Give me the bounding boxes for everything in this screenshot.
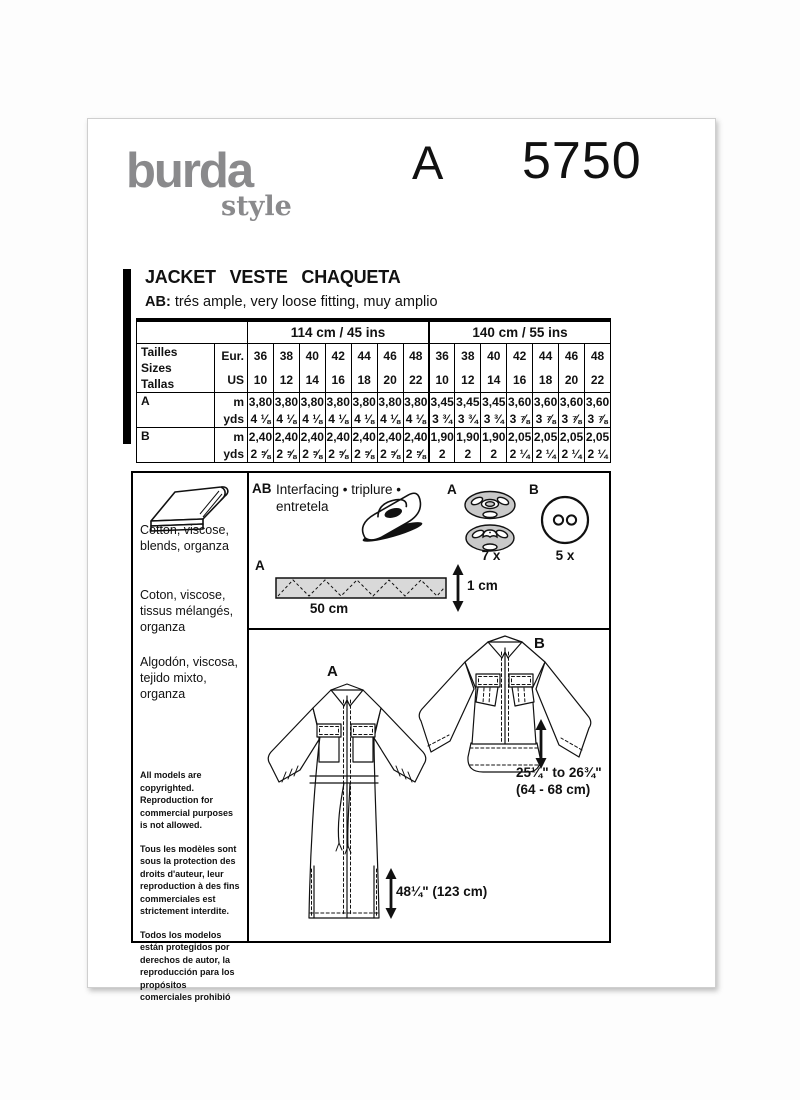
yardage-cell: 3,80 [326,394,350,409]
yardage-cell: 3,80 [352,394,376,409]
yardage-cell: 3,45 [430,394,454,409]
snap-fastener-icon [463,490,517,554]
yardage-cell: 2 ⅝ [273,445,299,463]
jacket-b-length-cm: (64 - 68 cm) [516,782,591,797]
fabric-width-114: 114 cm / 45 ins [248,320,429,344]
fabric-width-140: 140 cm / 55 ins [429,320,611,344]
view-b-row-label: B [137,428,215,463]
copyright-notice [140,769,241,1015]
yardage-cell: 2 ⅝ [351,445,377,463]
sizes-label-cell [137,344,215,393]
interfacing-line-2: entretela [276,499,329,514]
size-cell: 48 [584,344,610,369]
yardage-cell: 2,05 [585,429,610,444]
yardage-cell: 2 [481,445,507,463]
yardage-cell: 3,80 [274,394,299,409]
size-cell: 42 [507,344,533,369]
empty-cell [137,320,248,344]
yardage-cell: 2,40 [248,429,273,444]
yardage-cell: 3,60 [559,394,584,409]
jacket-b-length-in: 25¼" to 26¾" [516,765,602,780]
yardage-cell: 2 [429,445,455,463]
unit-yds: yds [215,410,248,428]
interfacing-strip [275,577,447,599]
yardage-cell: 2,40 [352,429,376,444]
size-cell: 38 [455,344,481,369]
copyright-es: Todos los modelos están protegidos por derechos de autor, la reproducción para los propósitos comerciales prohibió [140,929,235,1002]
yardage-cell: 2 ¼ [584,445,610,463]
size-cell: 42 [325,344,351,369]
size-cell: 12 [455,368,481,393]
yardage-cell: 1,90 [456,429,480,444]
yardage-cell: 3 ¾ [429,410,455,428]
size-cell: 22 [584,368,610,393]
snap-count: 7 x [481,548,501,563]
yardage-cell: 3 ¾ [455,410,481,428]
yardage-cell: 2,40 [378,429,402,444]
view-a-meters-row [137,393,611,411]
fabric-width-row [137,320,611,344]
yardage-cell: 2,40 [326,429,350,444]
coat-a-length: 48¼" (123 cm) [396,884,488,899]
coat-a-length-arrow [386,868,397,919]
size-cell: 12 [273,368,299,393]
drawing-b-label: B [534,635,545,652]
yardage-cell: 4 ⅛ [273,410,299,428]
pattern-number: 5750 [522,132,642,190]
size-cell: 48 [403,344,429,369]
yardage-cell: 2 ¼ [559,445,585,463]
yardage-table [136,318,611,463]
yardage-cell: 2 [455,445,481,463]
yardage-cell: 1,90 [430,429,454,444]
yardage-cell: 4 ⅛ [299,410,325,428]
yardage-cell: 3,60 [585,394,610,409]
yardage-cell: 3,60 [533,394,558,409]
strip-width-arrow [451,564,465,612]
iron-icon [353,485,427,547]
size-cell: 44 [351,344,377,369]
interfacing-views-label: AB [252,481,272,496]
size-cell: 38 [273,344,299,369]
size-cell: 16 [325,368,351,393]
yardage-cell: 2 ¼ [507,445,533,463]
snap-view-label: A [447,482,457,497]
yardage-cell: 3,45 [482,394,506,409]
unit-m: m [215,393,248,411]
yardage-cell: 3,45 [456,394,480,409]
yardage-cell: 2,05 [508,429,532,444]
sizes-label-2: Tallas [141,377,175,391]
copyright-fr: Tous les modèles sont sous la protection des droits d'auteur, leur reproduction à des fins commerciales est strictement interdite. [140,843,240,916]
yardage-table-wrap [136,318,611,463]
yardage-cell: 3,80 [378,394,402,409]
yardage-cell: 4 ⅛ [351,410,377,428]
yardage-cell: 2 ⅝ [248,445,274,463]
yardage-cell: 2,40 [274,429,299,444]
size-cell: 14 [481,368,507,393]
strip-width-label: 1 cm [467,578,498,593]
burda-logo: burda [126,144,253,198]
size-cell: 20 [559,368,585,393]
button-view-label: B [529,482,539,497]
yardage-cell: 2,05 [559,429,584,444]
unit-m: m [215,428,248,446]
info-box [131,471,611,1002]
drawing-a-label: A [327,663,338,680]
view-letter: A [412,136,444,189]
heading-bar [123,269,131,444]
burda-style-logo-sub: style [221,191,292,222]
strip-length-label: 50 cm [309,601,349,616]
size-cell: 18 [533,368,559,393]
garment-title: JACKET VESTE CHAQUETA [145,267,401,287]
size-cell: 22 [403,368,429,393]
yardage-cell: 3,60 [508,394,532,409]
fabric-sidebar [133,473,249,1002]
yardage-cell: 2 ⅝ [325,445,351,463]
view-a-row-label: A [137,393,215,428]
size-cell: 36 [429,344,455,369]
yardage-cell: 2,40 [300,429,324,444]
yardage-cell: 3 ⅞ [559,410,585,428]
yardage-cell: 2,05 [533,429,558,444]
fit-views: AB: [145,294,171,310]
yardage-cell: 2 ⅝ [403,445,429,463]
yardage-cell: 3 ¾ [481,410,507,428]
sizes-eur-row [137,344,611,369]
unit-eur: Eur. [215,344,248,369]
fit-text: trés ample, very loose fitting, muy amplio [174,294,438,310]
jacket-b-drawing [419,636,591,772]
size-cell: 10 [248,368,274,393]
size-cell: 40 [299,344,325,369]
button-icon [539,494,591,546]
unit-yds: yds [215,445,248,463]
strip-view-label: A [255,558,265,573]
size-cell: 14 [299,368,325,393]
fabric-list-en: Cotton, viscose, blends, organza [140,523,229,553]
size-cell: 40 [481,344,507,369]
yardage-cell: 3 ⅞ [507,410,533,428]
size-cell: 18 [351,368,377,393]
yardage-cell: 3 ⅞ [584,410,610,428]
yardage-cell: 2 ⅝ [299,445,325,463]
size-cell: 46 [377,344,403,369]
interfacing-line-1: Interfacing • triplure • [276,482,402,497]
yardage-cell: 4 ⅛ [403,410,429,428]
yardage-cell: 2 ¼ [533,445,559,463]
jacket-b-length [516,764,602,798]
yardage-cell: 4 ⅛ [377,410,403,428]
sizes-label-1: Tailles Sizes [141,345,178,375]
yardage-cell: 1,90 [482,429,506,444]
fit-description [145,294,438,310]
size-cell: 44 [533,344,559,369]
view-b-meters-row [137,428,611,446]
size-cell: 46 [559,344,585,369]
fabric-list-es: Algodón, viscosa, tejido mixto, organza [140,655,238,701]
size-cell: 10 [429,368,455,393]
pattern-envelope-back [87,118,716,1002]
button-count: 5 x [555,548,575,563]
copyright-en: All models are copyrighted. Reproduction for commercial purposes is not allowed. [140,770,234,830]
size-cell: 16 [507,368,533,393]
yardage-cell: 3,80 [248,394,273,409]
yardage-cell: 4 ⅛ [325,410,351,428]
yardage-cell: 4 ⅛ [248,410,274,428]
yardage-cell: 3 ⅞ [533,410,559,428]
size-cell: 36 [248,344,274,369]
unit-us: US [215,368,248,393]
yardage-cell: 2 ⅝ [377,445,403,463]
yardage-cell: 3,80 [300,394,324,409]
yardage-cell: 2,40 [404,429,428,444]
fabric-list-fr: Coton, viscose, tissus mélangés, organza [140,588,234,634]
yardage-cell: 3,80 [404,394,428,409]
size-cell: 20 [377,368,403,393]
